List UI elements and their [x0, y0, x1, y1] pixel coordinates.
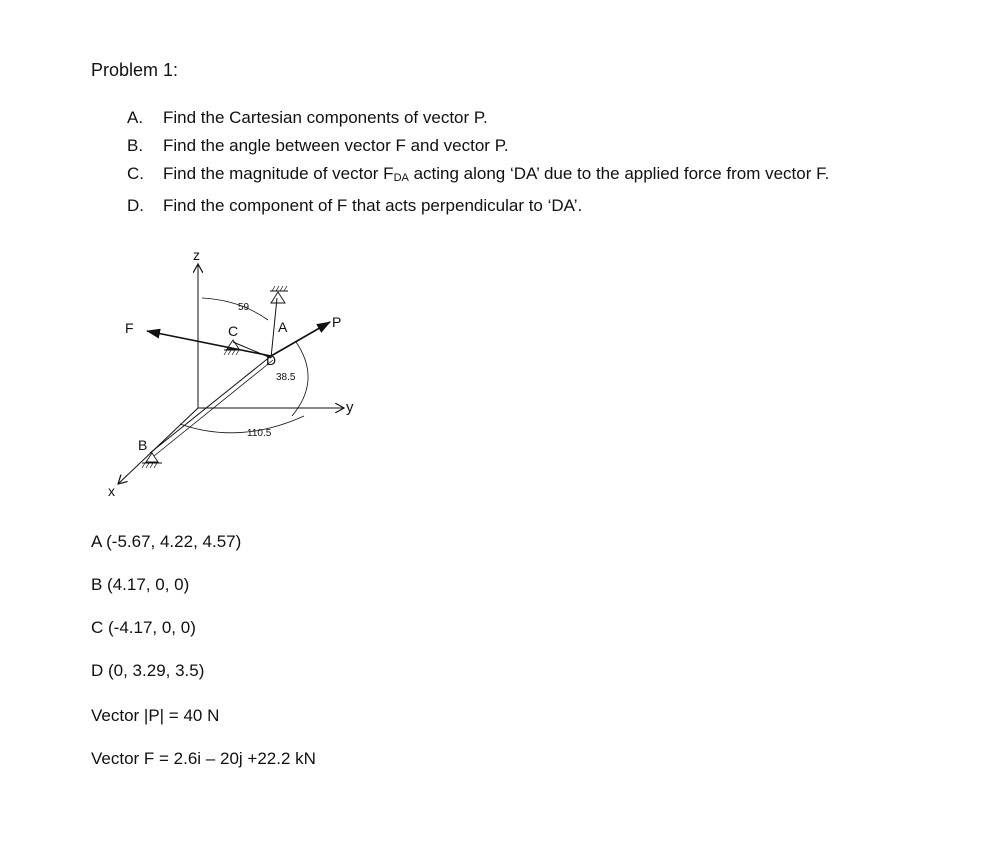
x-axis-label: x	[108, 483, 115, 499]
f-label: F	[125, 320, 134, 336]
page-title: Problem 1:	[91, 60, 179, 80]
point-c-coords: C (-4.17, 0, 0)	[91, 618, 196, 637]
task-text: Find the component of F that acts perpendicular to ‘DA’.	[163, 196, 583, 215]
task-letter: D.	[127, 196, 144, 215]
z-axis-label: z	[193, 247, 200, 263]
task-list	[127, 104, 829, 220]
task-item-a	[127, 104, 829, 132]
d-label: D	[266, 352, 277, 368]
point-a-coords: A (-5.67, 4.22, 4.57)	[91, 532, 242, 551]
member-da	[271, 298, 277, 358]
angle-110-5-arc	[180, 416, 304, 433]
force-diagram	[90, 240, 380, 500]
a-label: A	[278, 319, 288, 335]
vector-p-magnitude: Vector |P| = 40 N	[91, 706, 220, 725]
task-subscript: DA	[393, 172, 409, 184]
vector-f-components: Vector F = 2.6i – 20j +22.2 kN	[91, 749, 316, 768]
task-text-before: Find the magnitude of vector F	[163, 164, 394, 183]
p-label: P	[332, 314, 342, 330]
task-item-b	[127, 132, 829, 160]
task-text: Find the Cartesian components of vector P.	[163, 108, 488, 127]
angle-59-arc	[202, 298, 268, 320]
y-axis-label: y	[346, 399, 354, 416]
point-b-coords: B (4.17, 0, 0)	[91, 575, 190, 594]
task-letter: A.	[127, 108, 144, 127]
task-text	[163, 164, 829, 183]
angle-110-5-label: 110.5	[247, 428, 272, 439]
support-b-icon	[142, 453, 162, 468]
task-text-after: acting along ‘DA’ due to the applied force from vector F.	[408, 164, 830, 183]
force-f-arrow	[147, 331, 271, 356]
angle-59-label: 59	[238, 302, 250, 313]
point-d-coords: D (0, 3.29, 3.5)	[91, 661, 205, 680]
task-letter: C.	[127, 164, 144, 183]
task-item-d	[127, 192, 829, 220]
b-label: B	[138, 437, 148, 453]
task-letter: B.	[127, 136, 144, 155]
angle-38-5-label: 38.5	[276, 372, 296, 383]
task-text: Find the angle between vector F and vector P.	[163, 136, 509, 155]
task-item-c	[127, 160, 829, 192]
support-a-icon	[270, 286, 288, 303]
c-label: C	[228, 323, 239, 339]
